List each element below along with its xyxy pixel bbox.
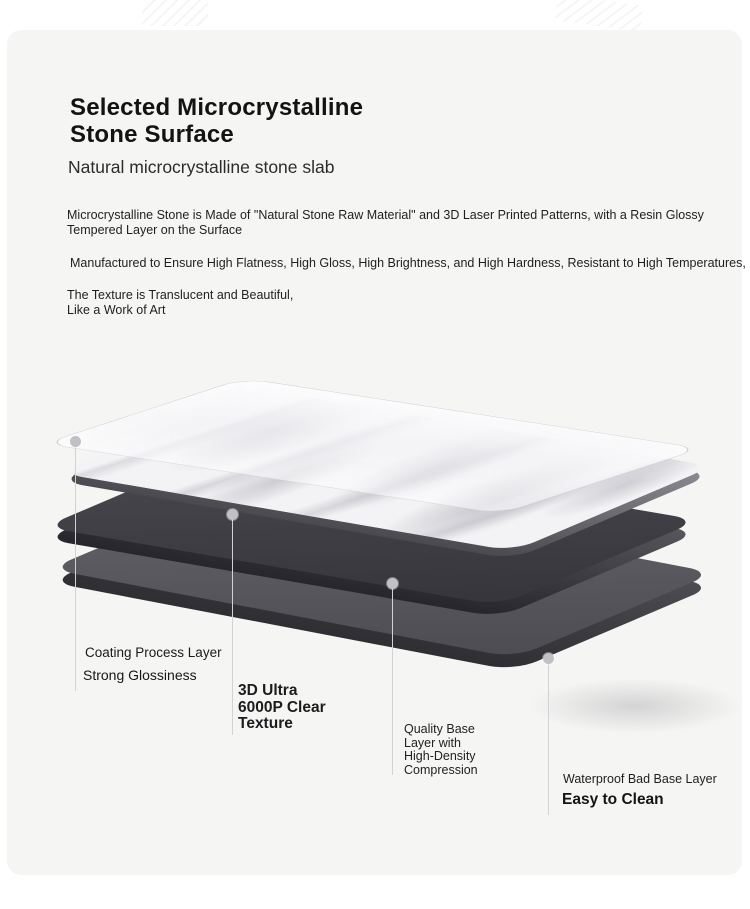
label-coating-process-layer: Coating Process Layer bbox=[85, 645, 222, 660]
marker-dot-waterproof bbox=[543, 653, 554, 664]
marker-dot-texture bbox=[227, 509, 238, 520]
texture-label-line-3: Texture bbox=[238, 715, 293, 732]
label-waterproof-base-layer: Waterproof Bad Base Layer bbox=[563, 772, 717, 786]
label-strong-glossiness: Strong Glossiness bbox=[83, 667, 197, 683]
marker-dot-coating bbox=[70, 436, 81, 447]
slab-shadow bbox=[520, 676, 750, 736]
label-easy-to-clean: Easy to Clean bbox=[562, 791, 664, 808]
title-line-2: Stone Surface bbox=[70, 121, 234, 148]
watermark-icon bbox=[555, 0, 644, 32]
leader-line-base bbox=[392, 583, 393, 775]
description-paragraph-1: Microcrystalline Stone is Made of "Natural Stone Raw Material" and 3D Laser Printed Patterns, with a Resin Glossy Tempered Layer on the Surface bbox=[67, 208, 704, 237]
paragraph-3-line-1: The Texture is Translucent and Beautiful, bbox=[67, 288, 294, 302]
page-title bbox=[70, 94, 363, 148]
base-label-line-1: Quality Base bbox=[404, 722, 475, 736]
label-3d-ultra-texture bbox=[238, 683, 326, 733]
base-label-line-3: High-Density bbox=[404, 749, 476, 763]
marker-dot-base bbox=[387, 578, 398, 589]
leader-line-texture bbox=[232, 514, 233, 735]
texture-label-line-2: 6000P Clear bbox=[238, 698, 326, 716]
paragraph-3-line-2: Like a Work of Art bbox=[67, 302, 166, 317]
leader-line-coating bbox=[75, 441, 76, 691]
page-subtitle: Natural microcrystalline stone slab bbox=[68, 157, 335, 177]
texture-label-line-1: 3D Ultra bbox=[238, 682, 298, 699]
title-line-1: Selected Microcrystalline bbox=[70, 94, 364, 121]
description-paragraph-3 bbox=[67, 288, 467, 317]
leader-line-waterproof bbox=[548, 658, 549, 815]
description-paragraph-2: Manufactured to Ensure High Flatness, High Gloss, High Brightness, and High Hardness, Resistant to High Temperatures, bbox=[70, 256, 746, 270]
base-label-line-4: Compression bbox=[404, 762, 478, 777]
watermark-icon bbox=[142, 0, 208, 26]
base-label-line-2: Layer with bbox=[404, 735, 461, 750]
label-quality-base-layer bbox=[404, 723, 478, 777]
